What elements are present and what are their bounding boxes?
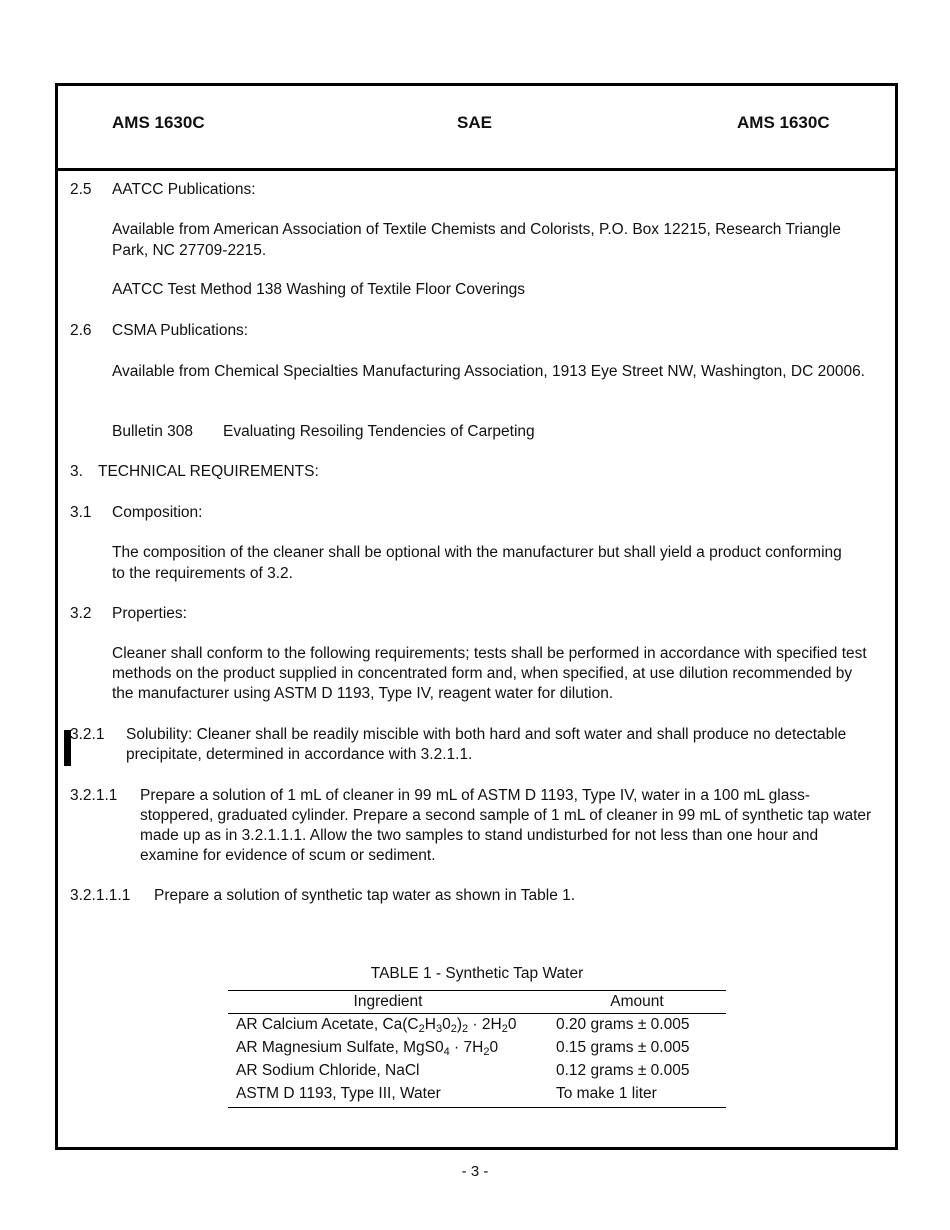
amount-cell: 0.20 grams ± 0.005 [556, 1016, 690, 1033]
ingredient-cell: AR Magnesium Sulfate, $MgS0_4 \cdot 7H_20$ [236, 1039, 499, 1058]
header-org: SAE [457, 113, 492, 132]
section-paragraph: Available from Chemical Specialties Manufacturing Association, 1913 Eye Street NW, Washington, DC 20006. [112, 363, 865, 380]
section-number: 2.6 [70, 322, 92, 339]
section-paragraph: Available from American Association of Textile Chemists and Colorists, P.O. Box 12215, Research Triangle Park, NC 27709-2215. [112, 221, 841, 259]
synthetic-tap-water-table [228, 990, 726, 1108]
table-row [228, 1083, 726, 1108]
section-title: Properties: [112, 605, 187, 622]
reference-title: Evaluating Resoiling Tendencies of Carpeting [223, 423, 535, 440]
section-paragraph: The composition of the cleaner shall be optional with the manufacturer but shall yield a product conforming to the requirements of 3.2. [112, 544, 842, 582]
table-header-row [228, 991, 726, 1014]
page-header [58, 86, 895, 171]
section-paragraph: Prepare a solution of synthetic tap water as shown in Table 1. [154, 887, 576, 904]
amount-cell: 0.15 grams ± 0.005 [556, 1039, 690, 1056]
ingredient-cell: AR Calcium Acetate, $Ca(C_2H_30_2)_2 \cdot 2H_20$ [236, 1016, 517, 1035]
section-paragraph: Cleaner shall conform to the following requirements; tests shall be performed in accordance with specified test methods on the product supplied in concentrated form and, when specified, at use dilution recommended by the manufacturer using ASTM D 1193, Type IV, reagent water for dilution. [112, 645, 867, 702]
section-title: TECHNICAL REQUIREMENTS: [98, 463, 319, 480]
header-doc-id-right: AMS 1630C [737, 113, 830, 132]
section-number: 3.2.1.1.1 [70, 887, 131, 904]
section-number: 3.2.1 [70, 726, 105, 743]
header-doc-id-left: AMS 1630C [112, 113, 205, 132]
section-number: 3. [70, 463, 83, 480]
section-title: AATCC Publications: [112, 181, 256, 198]
table-row [228, 1014, 726, 1038]
reference-entry: AATCC Test Method 138 Washing of Textile Floor Coverings [112, 281, 525, 298]
section-number: 3.2.1.1 [70, 787, 118, 804]
table-row [228, 1060, 726, 1083]
ingredient-cell: AR Sodium Chloride, NaCl [236, 1062, 420, 1079]
section-number: 2.5 [70, 181, 92, 198]
section-number: 3.2 [70, 605, 92, 622]
page-frame [55, 83, 898, 1150]
section-title: Composition: [112, 504, 203, 521]
amount-cell: 0.12 grams ± 0.005 [556, 1062, 690, 1079]
reference-id: Bulletin 308 [112, 423, 194, 440]
ingredient-cell: ASTM D 1193, Type III, Water [228, 1083, 548, 1108]
table-title: TABLE 1 - Synthetic Tap Water [370, 965, 584, 982]
page-number: - 3 - [461, 1163, 489, 1180]
section-paragraph: Solubility: Cleaner shall be readily miscible with both hard and soft water and shall produce no detectable precipitate, determined in accordance with 3.2.1.1. [126, 726, 847, 763]
column-header-amount: Amount [548, 991, 726, 1014]
section-paragraph: Prepare a solution of 1 mL of cleaner in 99 mL of ASTM D 1193, Type IV, water in a 100 mL glass-stoppered, graduated cylinder. Prepare a second sample of 1 mL of cleaner in 99 mL of synthetic tap water made up as in 3.2.1.1.1. Allow the two samples to stand undisturbed for not less than one hour and examine for evidence of scum or sediment. [140, 787, 872, 864]
table-row [228, 1037, 726, 1060]
section-number: 3.1 [70, 504, 92, 521]
amount-cell: To make 1 liter [548, 1083, 726, 1108]
column-header-ingredient: Ingredient [228, 991, 548, 1014]
section-title: CSMA Publications: [112, 322, 249, 339]
